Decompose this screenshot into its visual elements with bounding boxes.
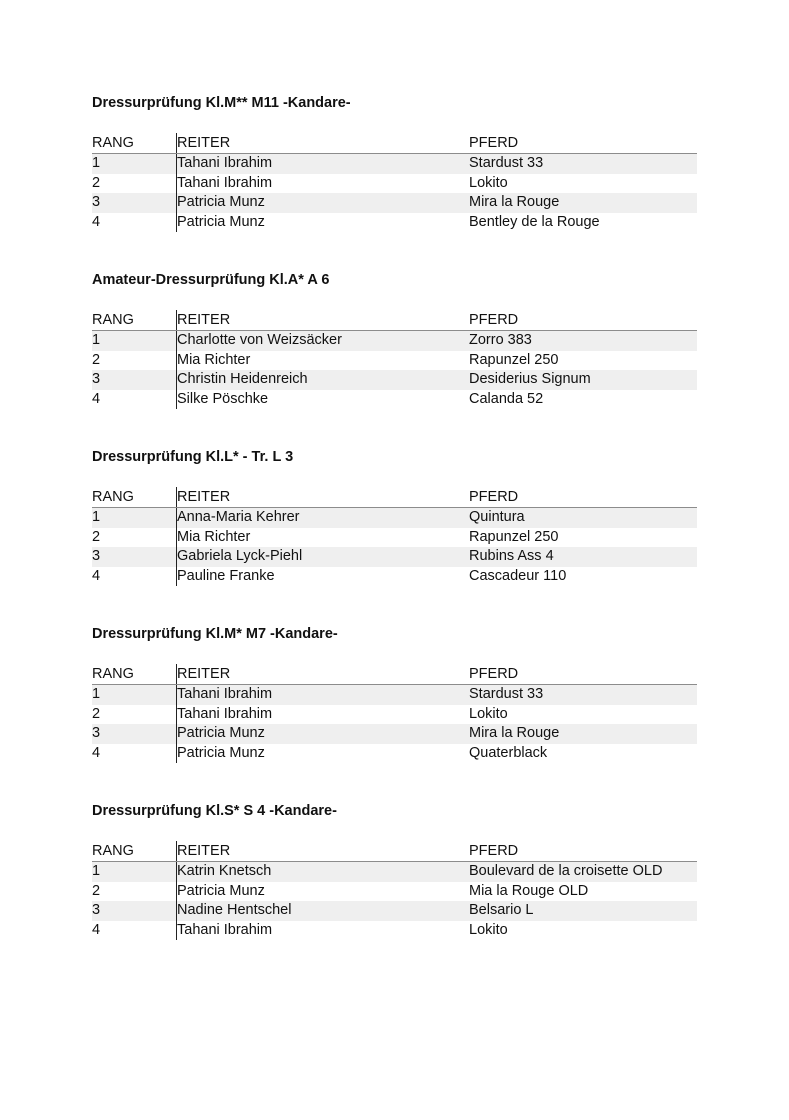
horse-column-header: PFERD bbox=[469, 487, 697, 508]
rider-cell: Silke Pöschke bbox=[177, 390, 470, 410]
rank-cell: 2 bbox=[92, 882, 101, 899]
rider-cell: Mia Richter bbox=[177, 528, 470, 548]
rank-cell: 1 bbox=[92, 862, 177, 882]
competition-title: Dressurprüfung Kl.M** M11 -Kandare- bbox=[92, 95, 351, 111]
results-table bbox=[92, 133, 697, 232]
table-row bbox=[92, 685, 697, 705]
horse-cell: Desiderius Signum bbox=[469, 370, 697, 390]
rider-cell: Tahani Ibrahim bbox=[177, 685, 470, 705]
rank-cell: 4 bbox=[92, 567, 101, 584]
rider-column-header: REITER bbox=[177, 310, 470, 331]
horse-cell: Mira la Rouge bbox=[469, 193, 697, 213]
rank-cell: 4 bbox=[92, 390, 101, 407]
rank-cell: 2 bbox=[92, 528, 101, 545]
results-document bbox=[92, 93, 696, 978]
results-table bbox=[92, 487, 697, 586]
table-row bbox=[92, 213, 697, 233]
rider-cell: Tahani Ibrahim bbox=[177, 174, 470, 194]
rank-cell: 1 bbox=[92, 154, 177, 174]
rider-column-header: REITER bbox=[177, 133, 470, 154]
horse-cell: Quintura bbox=[469, 508, 697, 528]
rider-cell: Patricia Munz bbox=[177, 724, 470, 744]
rider-cell: Mia Richter bbox=[177, 351, 470, 371]
table-header-row bbox=[92, 664, 697, 685]
rank-column-header: RANG bbox=[92, 487, 177, 508]
table-row bbox=[92, 901, 697, 921]
horse-column-header: PFERD bbox=[469, 664, 697, 685]
rider-cell: Tahani Ibrahim bbox=[177, 921, 470, 941]
horse-cell: Bentley de la Rouge bbox=[469, 213, 600, 230]
results-table bbox=[92, 310, 697, 409]
competition-section bbox=[92, 624, 696, 801]
horse-cell: Boulevard de la croisette OLD bbox=[469, 862, 697, 882]
competition-title: Dressurprüfung Kl.S* S 4 -Kandare- bbox=[92, 803, 337, 819]
rank-column-header: RANG bbox=[92, 310, 177, 331]
table-row bbox=[92, 921, 697, 941]
rider-cell: Tahani Ibrahim bbox=[177, 154, 470, 174]
rank-cell: 3 bbox=[92, 901, 177, 921]
rider-cell: Katrin Knetsch bbox=[177, 862, 470, 882]
rank-cell: 4 bbox=[92, 213, 101, 230]
table-header-row bbox=[92, 487, 697, 508]
competition-title: Dressurprüfung Kl.M* M7 -Kandare- bbox=[92, 626, 338, 642]
rider-column-header: REITER bbox=[177, 841, 470, 862]
horse-cell: Lokito bbox=[469, 921, 508, 938]
rank-cell: 1 bbox=[92, 685, 177, 705]
rider-cell: Patricia Munz bbox=[177, 882, 470, 902]
horse-column-header: PFERD bbox=[469, 133, 697, 154]
competition-section bbox=[92, 93, 696, 270]
rank-cell: 1 bbox=[92, 508, 177, 528]
horse-cell: Cascadeur 110 bbox=[469, 567, 567, 584]
rank-column-header: RANG bbox=[92, 664, 177, 685]
rider-cell: Nadine Hentschel bbox=[177, 901, 470, 921]
rank-cell: 3 bbox=[92, 547, 177, 567]
table-row bbox=[92, 882, 697, 902]
horse-cell: Rapunzel 250 bbox=[469, 351, 559, 368]
rank-cell: 1 bbox=[92, 331, 177, 351]
rider-cell: Patricia Munz bbox=[177, 744, 470, 764]
horse-cell: Mia la Rouge OLD bbox=[469, 882, 589, 899]
rider-column-header: REITER bbox=[177, 664, 470, 685]
horse-column-header: PFERD bbox=[469, 310, 697, 331]
horse-cell: Calanda 52 bbox=[469, 390, 544, 407]
competition-section bbox=[92, 801, 696, 978]
horse-cell: Lokito bbox=[469, 174, 508, 191]
rank-cell: 4 bbox=[92, 921, 101, 938]
horse-cell: Stardust 33 bbox=[469, 685, 697, 705]
competition-section bbox=[92, 270, 696, 447]
rider-column-header: REITER bbox=[177, 487, 470, 508]
rank-cell: 2 bbox=[92, 174, 101, 191]
table-row bbox=[92, 862, 697, 882]
rank-cell: 2 bbox=[92, 351, 101, 368]
horse-cell: Quaterblack bbox=[469, 744, 548, 761]
horse-cell: Lokito bbox=[469, 705, 508, 722]
results-table bbox=[92, 664, 697, 763]
table-row bbox=[92, 154, 697, 174]
table-row bbox=[92, 331, 697, 351]
table-row bbox=[92, 567, 697, 587]
table-row bbox=[92, 705, 697, 725]
rank-cell: 4 bbox=[92, 744, 101, 761]
table-header-row bbox=[92, 310, 697, 331]
horse-column-header: PFERD bbox=[469, 841, 697, 862]
competition-title: Amateur-Dressurprüfung Kl.A* A 6 bbox=[92, 272, 330, 288]
results-table bbox=[92, 841, 697, 940]
rider-cell: Patricia Munz bbox=[177, 213, 470, 233]
horse-cell: Mira la Rouge bbox=[469, 724, 697, 744]
table-row bbox=[92, 174, 697, 194]
table-row bbox=[92, 744, 697, 764]
rider-cell: Tahani Ibrahim bbox=[177, 705, 470, 725]
rank-cell: 3 bbox=[92, 370, 177, 390]
rider-cell: Gabriela Lyck-Piehl bbox=[177, 547, 470, 567]
table-row bbox=[92, 528, 697, 548]
table-row bbox=[92, 724, 697, 744]
table-header-row bbox=[92, 841, 697, 862]
rider-cell: Pauline Franke bbox=[177, 567, 470, 587]
table-row bbox=[92, 370, 697, 390]
rank-column-header: RANG bbox=[92, 841, 177, 862]
rider-cell: Charlotte von Weizsäcker bbox=[177, 331, 470, 351]
horse-cell: Rubins Ass 4 bbox=[469, 547, 697, 567]
competition-title: Dressurprüfung Kl.L* - Tr. L 3 bbox=[92, 449, 294, 465]
table-row bbox=[92, 351, 697, 371]
horse-cell: Zorro 383 bbox=[469, 331, 697, 351]
horse-cell: Stardust 33 bbox=[469, 154, 697, 174]
horse-cell: Rapunzel 250 bbox=[469, 528, 559, 545]
table-header-row bbox=[92, 133, 697, 154]
competition-section bbox=[92, 447, 696, 624]
horse-cell: Belsario L bbox=[469, 901, 697, 921]
rank-cell: 3 bbox=[92, 193, 177, 213]
table-row bbox=[92, 508, 697, 528]
table-row bbox=[92, 547, 697, 567]
rank-cell: 2 bbox=[92, 705, 101, 722]
rank-column-header: RANG bbox=[92, 133, 177, 154]
rider-cell: Christin Heidenreich bbox=[177, 370, 470, 390]
table-row bbox=[92, 390, 697, 410]
rank-cell: 3 bbox=[92, 724, 177, 744]
table-row bbox=[92, 193, 697, 213]
rider-cell: Anna-Maria Kehrer bbox=[177, 508, 470, 528]
rider-cell: Patricia Munz bbox=[177, 193, 470, 213]
